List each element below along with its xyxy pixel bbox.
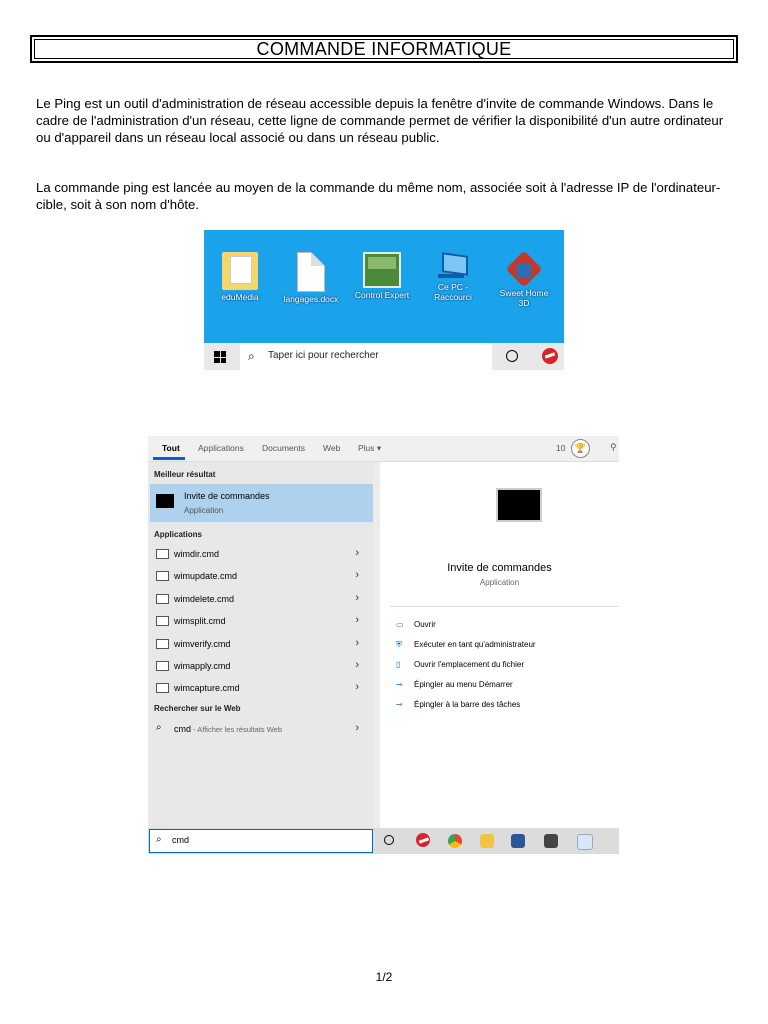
desktop-icon-langages[interactable] [281,252,341,304]
app-name: wimapply.cmd [174,661,231,671]
chevron-right-icon[interactable]: › [355,569,359,581]
page-title: COMMANDE INFORMATIQUE [256,39,512,59]
taskbar [204,343,564,370]
app-name: wimcapture.cmd [174,683,240,693]
list-item[interactable] [150,678,373,699]
pane-divider [373,462,380,828]
action-label: Ouvrir l'emplacement du fichier [414,660,525,669]
cortana-icon[interactable] [384,835,394,845]
ping-paragraph: La commande ping est lancée au moyen de la commande du même nom, associée soit à l'adresse IP de l'ordinateur-cible, soit à son nom d'hôte. [36,180,721,212]
word-icon[interactable] [511,834,525,848]
desktop-icon-label: Sweet Home 3D [499,288,549,308]
list-item[interactable] [150,656,373,677]
admin-shield-icon: ⛨ [396,640,402,649]
applications-heading: Applications [154,530,203,539]
taskbar-search-box[interactable] [240,343,492,370]
action-label: Épingler à la barre des tâches [414,700,521,709]
search-icon: ⌕ [248,349,255,363]
page-number: 1/2 [375,970,393,984]
tab-documents[interactable]: Documents [262,443,305,453]
trophy-icon[interactable]: 🏆 [571,439,590,458]
sweet-home-icon [507,252,541,286]
windows-start-icon[interactable] [214,351,226,363]
document-icon [297,252,325,292]
list-item[interactable] [150,611,373,632]
app-name: wimdelete.cmd [174,594,235,604]
network-tool-icon[interactable] [577,834,593,850]
calculator-icon[interactable] [544,834,558,848]
search-value: cmd [172,835,190,845]
list-item[interactable] [150,634,373,655]
list-item[interactable] [150,589,373,610]
results-pane [148,462,373,828]
pin-icon: ⊸ [396,700,403,709]
list-item[interactable] [150,566,373,587]
script-icon [156,639,169,649]
pin-icon: ⊸ [396,680,403,689]
active-tab-indicator [153,457,185,460]
list-item[interactable] [150,544,373,565]
desktop-icon-label: langages.docx [283,294,339,304]
control-expert-icon [363,252,401,288]
app-name: wimverify.cmd [174,639,231,649]
web-search-result[interactable] [150,719,373,740]
intro-paragraph: Le Ping est un outil d'administration de réseau accessible depuis la fenêtre d'invite de commande Windows. Dans le cadre de l'administration d'un réseau, cette ligne de commande permet de vérifier la disponibilité d'un autre ordinateur ou d'appareil dans un réseau local associé ou dans un réseau public. [36,96,724,145]
search-icon: ⌕ [156,834,162,845]
best-match-title: Invite de commandes [184,491,270,501]
cortana-icon[interactable] [506,350,518,362]
chevron-right-icon[interactable]: › [355,659,359,671]
action-label: Ouvrir [414,620,436,629]
script-icon [156,594,169,604]
chevron-right-icon[interactable]: › [355,547,359,559]
feedback-icon[interactable]: ⚲ [610,442,617,452]
details-pane [380,462,619,828]
search-input[interactable] [149,829,373,853]
desktop-icon-ce-pc[interactable] [423,252,483,302]
web-hint: - Afficher les résultats Web [191,725,283,734]
desktop-screenshot [204,230,564,370]
action-label: Exécuter en tant qu'administrateur [414,640,536,649]
desktop-icon-label: Control Expert [354,290,410,300]
script-icon [156,683,169,693]
script-icon [156,616,169,626]
antivirus-icon[interactable] [416,833,430,847]
desktop-icon-sweet-home[interactable] [494,252,554,308]
chevron-right-icon[interactable]: › [355,637,359,649]
chevron-right-icon[interactable]: › [355,614,359,626]
rewards-points: 10 [556,443,566,453]
tab-tout[interactable]: Tout [162,443,180,453]
script-icon [156,549,169,559]
divider [390,606,619,607]
best-match-heading: Meilleur résultat [154,470,216,479]
desktop-icon-label: eduMedia [221,292,259,302]
cmd-large-icon [496,488,542,522]
desktop-icon-edumedia[interactable] [210,252,270,302]
web-query: cmd [174,724,192,734]
file-location-icon: ▯ [396,660,401,669]
chevron-right-icon[interactable]: › [355,722,359,734]
chevron-right-icon[interactable]: › [355,592,359,604]
chevron-right-icon[interactable]: › [355,681,359,693]
search-tabs [148,436,619,462]
action-label: Épingler au menu Démarrer [414,680,513,689]
app-name: wimdir.cmd [174,549,220,559]
best-match-subtitle: Application [184,506,224,515]
web-search-heading: Rechercher sur le Web [154,704,241,713]
search-placeholder: Taper ici pour rechercher [268,350,379,361]
tab-applications[interactable]: Applications [198,443,244,453]
desktop-icon-label: Ce PC - Raccourci [434,282,472,302]
app-name: wimsplit.cmd [174,616,226,626]
title-box [30,35,738,63]
script-icon [156,571,169,581]
taskbar [148,828,619,854]
app-name: wimupdate.cmd [174,571,238,581]
file-explorer-icon[interactable] [480,834,494,848]
detail-title: Invite de commandes [447,562,552,574]
detail-subtitle: Application [479,578,520,587]
folder-icon [222,252,258,290]
script-icon [156,661,169,671]
tab-web[interactable]: Web [323,443,341,453]
start-menu-screenshot [148,436,619,854]
search-icon: ⌕ [156,722,162,733]
tab-plus[interactable]: Plus ▾ [358,443,382,453]
desktop-icon-control-expert[interactable] [352,252,412,300]
antivirus-icon[interactable] [542,348,558,364]
cmd-icon [156,494,174,508]
chrome-icon[interactable] [448,834,462,848]
best-match-result[interactable] [150,484,373,522]
open-icon: ▭ [396,620,404,629]
computer-icon [436,252,470,280]
